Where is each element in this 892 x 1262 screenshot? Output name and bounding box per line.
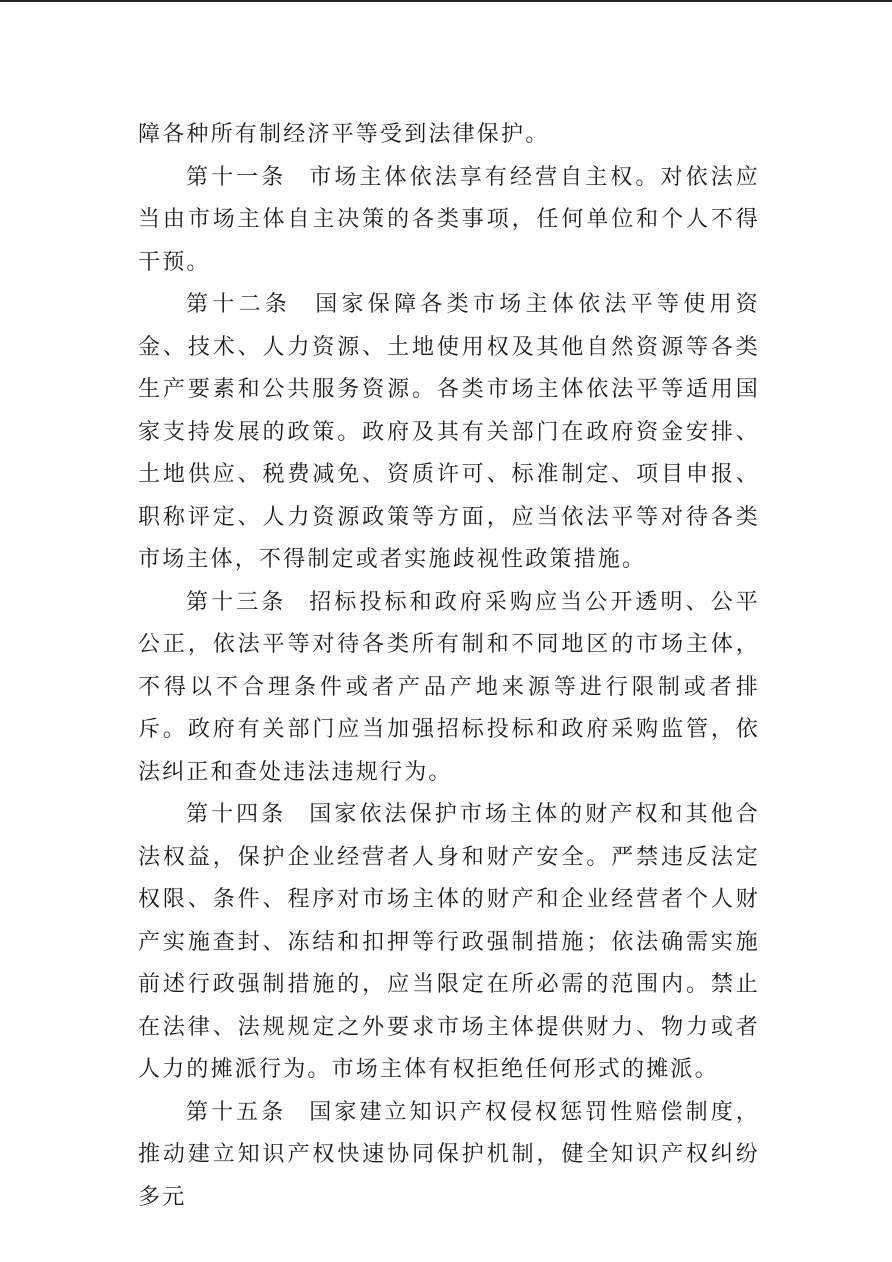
article-number: 第十一条 bbox=[186, 164, 287, 190]
article-number: 第十三条 bbox=[186, 589, 287, 615]
article-text: 国家建立知识产权侵权惩罚性赔偿制度，推动建立知识产权快速协同保护机制，健全知识产权纠纷多元 bbox=[138, 1099, 760, 1210]
article-12 bbox=[138, 284, 760, 582]
article-13 bbox=[138, 582, 760, 795]
article-text: 市场主体依法享有经营自主权。对依法应当由市场主体自主决策的各类事项，任何单位和个人不得干预。 bbox=[138, 164, 760, 275]
article-number: 第十四条 bbox=[186, 802, 287, 827]
article-number: 第十二条 bbox=[186, 292, 292, 317]
paragraph-continuation bbox=[138, 114, 760, 157]
article-14 bbox=[138, 794, 760, 1092]
article-number: 第十五条 bbox=[186, 1099, 287, 1125]
article-15 bbox=[138, 1092, 760, 1220]
article-text: 国家依法保护市场主体的财产权和其他合法权益，保护企业经营者人身和财产安全。严禁违反法定权限、条件、程序对市场主体的财产和企业经营者个人财产实施查封、冻结和扣押等行政强制措施；依法确需实施前述行政强制措施的，应当限定在所必需的范围内。禁止在法律、法规规定之外要求市场主体提供财力、物力或者人力的摊派行为。市场主体有权拒绝任何形式的摊派。 bbox=[138, 802, 760, 1082]
paragraph-text: 障各种所有制经济平等受到法律保护。 bbox=[138, 122, 550, 147]
article-11 bbox=[138, 157, 760, 285]
article-text: 招标投标和政府采购应当公开透明、公平公正，依法平等对待各类所有制和不同地区的市场主体，不得以不合理条件或者产品产地来源等进行限制或者排斥。政府有关部门应当加强招标投标和政府采购监管，依法纠正和查处违法违规行为。 bbox=[138, 589, 760, 785]
document-body bbox=[138, 114, 760, 1219]
article-text: 国家保障各类市场主体依法平等使用资金、技术、人力资源、土地使用权及其他自然资源等各类生产要素和公共服务资源。各类市场主体依法平等适用国家支持发展的政策。政府及其有关部门在政府资金安排、土地供应、税费减免、资质许可、标准制定、项目申报、职称评定、人力资源政策等方面，应当依法平等对待各类市场主体，不得制定或者实施歧视性政策措施。 bbox=[138, 292, 760, 572]
